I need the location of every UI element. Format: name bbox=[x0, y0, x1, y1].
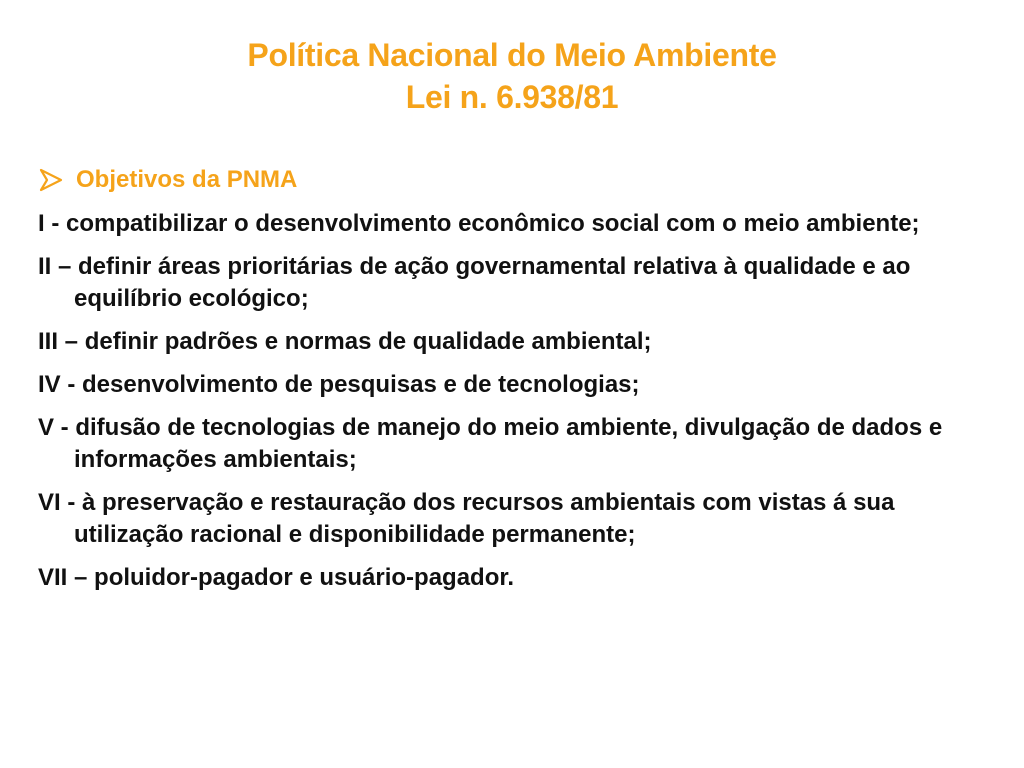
objective-item-iv: IV - desenvolvimento de pesquisas e de tecnologias; bbox=[38, 371, 640, 398]
objective-item-iii: III – definir padrões e normas de qualidade ambiental; bbox=[38, 328, 652, 355]
objective-item-ii: II – definir áreas prioritárias de ação governamental relativa à qualidade e ao equilíbrio ecológico; bbox=[38, 253, 911, 312]
objective-item-v: V - difusão de tecnologias de manejo do meio ambiente, divulgação de dados e informações ambientais; bbox=[38, 414, 943, 473]
objective-item-i: I - compatibilizar o desenvolvimento econômico social com o meio ambiente; bbox=[38, 210, 920, 237]
arrow-bullet-icon bbox=[38, 167, 64, 193]
objective-item-vi: VI - à preservação e restauração dos recursos ambientais com vistas á sua utilização racional e disponibilidade permanente; bbox=[38, 489, 895, 548]
subheading-text: Objetivos da PNMA bbox=[76, 166, 298, 193]
slide-title bbox=[0, 34, 1024, 118]
subheading bbox=[38, 164, 998, 196]
title-line-1: Política Nacional do Meio Ambiente bbox=[247, 37, 777, 73]
slide-content bbox=[38, 164, 998, 605]
objective-item-vii: VII – poluidor-pagador e usuário-pagador. bbox=[38, 564, 515, 591]
title-line-2: Lei n. 6.938/81 bbox=[405, 79, 619, 115]
